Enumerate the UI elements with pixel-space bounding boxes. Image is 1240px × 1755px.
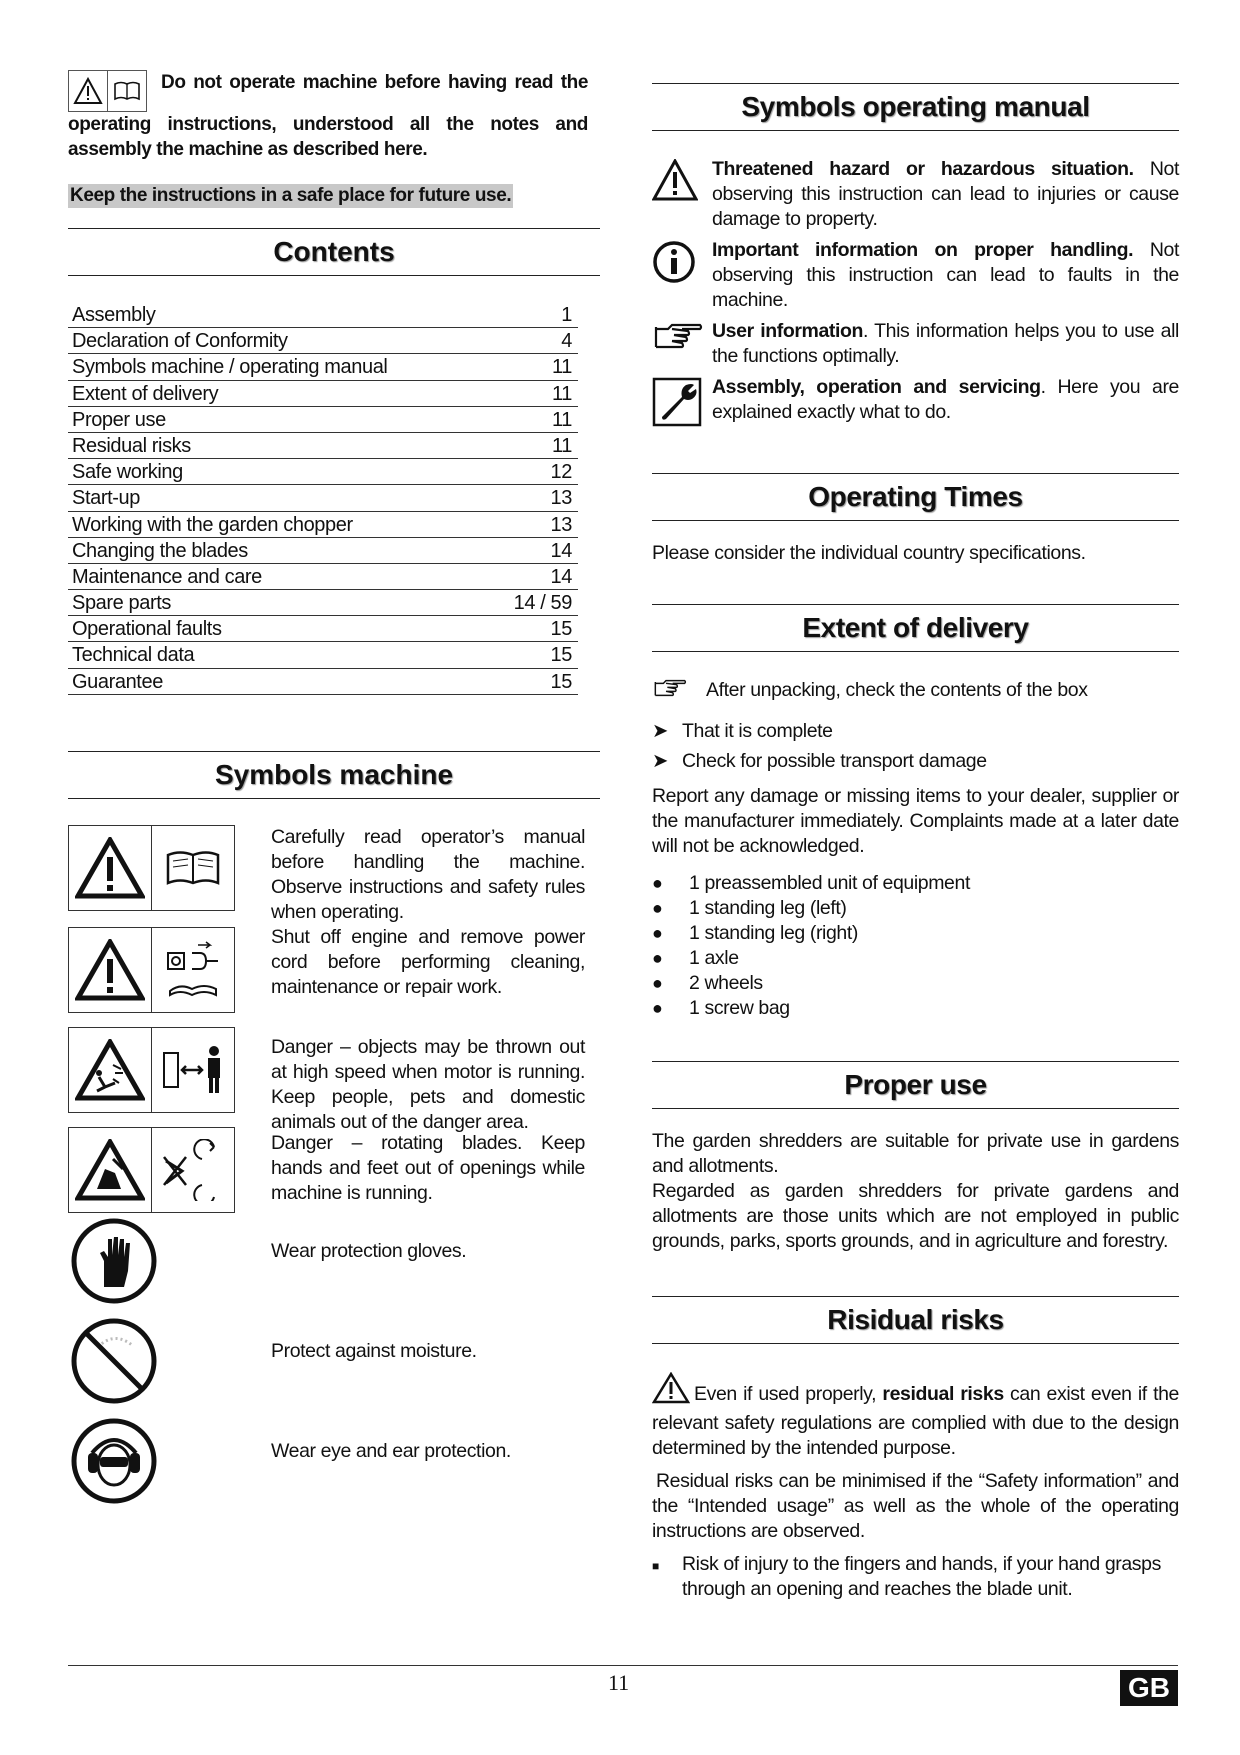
keep-distance-icon (152, 1028, 234, 1112)
list-item (652, 921, 1179, 946)
symbol-manual-item (652, 319, 1179, 369)
toc-page: 15 (550, 618, 572, 641)
list-item (652, 896, 1179, 921)
right-column (652, 70, 1179, 1602)
pointing-hand-icon (652, 678, 706, 705)
symbol-manual-bold: User information (712, 320, 864, 342)
warning-triangle-icon (69, 928, 152, 1012)
toc-page: 14 (550, 539, 572, 562)
read-manual-icon (152, 826, 234, 910)
toc-label: Residual risks (72, 434, 191, 457)
extent-of-delivery-heading: Extent of delivery (652, 604, 1179, 652)
toc-page: 12 (550, 461, 572, 484)
toc-label: Declaration of Conformity (72, 330, 288, 353)
delivery-items (652, 871, 1179, 1021)
list-item-text: 1 standing leg (left) (689, 897, 847, 919)
list-item-text: Check for possible transport damage (682, 750, 987, 772)
intro-warning (68, 70, 588, 162)
symbol-box (68, 825, 235, 911)
protective-gloves-icon (70, 1217, 158, 1305)
table-row (68, 459, 578, 485)
symbol-row (68, 1027, 235, 1113)
delivery-note (652, 678, 1179, 705)
symbol-box (68, 927, 235, 1013)
toc-page: 13 (550, 513, 572, 536)
table-row (68, 302, 578, 328)
list-item (652, 971, 1179, 996)
proper-use-text-2: Regarded as garden shredders for private gardens and allotments are those units which are not employed in public grounds, parks, sports grounds, and in agriculture and forestry. (652, 1180, 1179, 1252)
table-row (68, 590, 578, 616)
table-row (68, 433, 578, 459)
warning-triangle-icon (69, 71, 108, 111)
toc-page: 15 (550, 670, 572, 693)
contents-table (68, 302, 578, 695)
list-item (652, 996, 1179, 1021)
residual-risks-bold: residual risks (882, 1383, 1004, 1405)
manual-book-icon (108, 71, 146, 111)
arrow-bullet-icon: ➤ (652, 750, 668, 772)
symbol-description: Carefully read operator’s manual before handling the machine. Observe instructions and safety rules when operating. (271, 825, 585, 923)
table-row (68, 328, 578, 354)
symbols-machine-heading: Symbols machine (68, 751, 600, 799)
residual-risks-heading: Risidual risks (652, 1296, 1179, 1344)
symbol-manual-text: . This information helps you to use all the functions optimally. (712, 320, 1179, 367)
bullet-dot-icon: ● (652, 873, 663, 893)
list-item (652, 871, 1179, 896)
list-item-text: Risk of injury to the fingers and hands, if your hand grasps through an opening and reaches the blade unit. (682, 1553, 1161, 1600)
page-number: 11 (608, 1670, 630, 1695)
symbol-row (68, 1127, 235, 1213)
symbols-machine-list (68, 825, 600, 1555)
residual-risks-pre: Even if used properly, (694, 1383, 883, 1405)
list-item (652, 1552, 1179, 1602)
operating-times-text: Please consider the individual country specifications. (652, 542, 1086, 564)
list-item-text: 1 screw bag (689, 997, 790, 1019)
bullet-dot-icon: ● (652, 923, 663, 943)
toc-label: Working with the garden chopper (72, 513, 353, 536)
symbol-manual-item (652, 238, 1179, 313)
toc-page: 11 (552, 356, 572, 379)
symbols-manual-list (652, 157, 1179, 427)
keep-hands-away-rotation-icon (152, 1128, 234, 1212)
toc-label: Start-up (72, 487, 140, 510)
symbol-box (68, 1027, 235, 1113)
toc-label: Proper use (72, 408, 166, 431)
language-badge: GB (1120, 1670, 1178, 1706)
toc-label: Assembly (72, 304, 156, 326)
list-item-text: 1 preassembled unit of equipment (689, 872, 970, 894)
list-item (652, 719, 1179, 744)
table-row (68, 669, 578, 695)
table-row (68, 381, 578, 407)
toc-page: 1 (561, 304, 572, 326)
toc-label: Guarantee (72, 670, 163, 693)
symbol-manual-item (652, 375, 1179, 427)
residual-risks-post: can exist even if the relevant safety regulations are complied with due to the design determined by the intended purpose. (652, 1383, 1179, 1459)
proper-use-heading: Proper use (652, 1061, 1179, 1109)
symbol-description: Shut off engine and remove power cord before performing cleaning, maintenance or repair work. (271, 925, 585, 998)
contents-heading: Contents (68, 228, 600, 276)
table-row (68, 354, 578, 380)
info-circle-icon (652, 238, 712, 284)
symbol-row (68, 1217, 158, 1305)
toc-page: 14 / 59 (513, 592, 572, 615)
table-row (68, 564, 578, 590)
symbol-manual-text: . Here you are explained exactly what to do. (712, 376, 1179, 423)
toc-page: 14 (550, 565, 572, 588)
toc-label: Operational faults (72, 618, 222, 641)
wrench-icon (652, 375, 712, 427)
bullet-dot-icon: ● (652, 998, 663, 1018)
list-item-text: 1 standing leg (right) (689, 922, 858, 944)
pointing-hand-icon (652, 319, 712, 351)
toc-label: Symbols machine / operating manual (72, 356, 388, 379)
symbol-manual-text: Not observing this instruction can lead to faults in the machine. (712, 239, 1179, 311)
toc-page: 11 (552, 408, 572, 431)
symbol-row (68, 1417, 158, 1505)
rotating-blades-warning-icon (69, 1128, 152, 1212)
delivery-note-text: After unpacking, check the contents of the box (706, 679, 1088, 701)
thrown-objects-warning-icon (69, 1028, 152, 1112)
table-row (68, 512, 578, 538)
keep-instructions-note: Keep the instructions in a safe place for future use. (70, 185, 512, 206)
symbol-row (68, 825, 235, 911)
symbol-row (68, 927, 235, 1013)
toc-label: Technical data (72, 644, 195, 667)
symbol-description: Danger – objects may be thrown out at high speed when motor is running. Keep people, pets and domestic animals out of the danger area. (271, 1035, 585, 1133)
delivery-report-text: Report any damage or missing items to your dealer, supplier or the manufacturer immediately. Complaints made at a later date will not be acknowledged. (652, 785, 1179, 857)
toc-label: Spare parts (72, 592, 171, 615)
symbol-manual-text: Not observing this instruction can lead to injuries or cause damage to property. (712, 158, 1179, 230)
list-item-text: 1 axle (689, 947, 739, 969)
proper-use-text-1: The garden shredders are suitable for private use in gardens and allotments. (652, 1130, 1179, 1177)
symbol-description: Wear protection gloves. (271, 1239, 467, 1262)
arrow-bullet-icon: ➤ (652, 720, 668, 742)
toc-page: 13 (550, 487, 572, 510)
symbol-description: Danger – rotating blades. Keep hands and feet out of openings while machine is running. (271, 1131, 585, 1204)
symbols-manual-heading: Symbols operating manual (652, 83, 1179, 131)
bullet-dot-icon: ● (652, 948, 663, 968)
residual-risks-text-2: Residual risks can be minimised if the “Safety information” and the “Intended usage” as well as the whole of the operating instructions are observed. (652, 1470, 1179, 1542)
table-row (68, 485, 578, 511)
symbol-manual-bold: Assembly, operation and servicing (712, 376, 1041, 398)
left-column (68, 70, 600, 1555)
toc-page: 4 (561, 330, 572, 353)
intro-warning-text: Do not operate machine before having read the operating instructions, understood all the notes and assembly the machine as described here. (68, 72, 588, 160)
symbol-row (68, 1317, 158, 1405)
toc-label: Safe working (72, 461, 183, 484)
list-item (652, 946, 1179, 971)
toc-label: Maintenance and care (72, 565, 262, 588)
eye-and-ear-protection-icon (70, 1417, 158, 1505)
list-item-text: That it is complete (682, 720, 833, 742)
toc-page: 11 (552, 382, 572, 405)
operating-times-heading: Operating Times (652, 473, 1179, 521)
symbol-description: Wear eye and ear protection. (271, 1439, 511, 1462)
unplug-before-maintenance-icon (152, 928, 234, 1012)
table-row (68, 616, 578, 642)
symbol-box (68, 1127, 235, 1213)
toc-label: Extent of delivery (72, 382, 219, 405)
table-row (68, 407, 578, 433)
list-item (652, 749, 1179, 774)
symbol-manual-item (652, 157, 1179, 232)
protect-against-moisture-icon (70, 1317, 158, 1405)
warning-triangle-icon (69, 826, 152, 910)
bullet-dot-icon: ● (652, 973, 663, 993)
footer-rule (68, 1665, 1178, 1666)
intro-icons (68, 70, 147, 112)
symbol-manual-bold: Threatened hazard or hazardous situation. (712, 158, 1134, 180)
table-row (68, 642, 578, 668)
symbol-description: Protect against moisture. (271, 1339, 477, 1362)
toc-page: 11 (552, 434, 572, 457)
hazard-triangle-icon (652, 157, 712, 201)
table-row (68, 538, 578, 564)
list-item-text: 2 wheels (689, 972, 763, 994)
symbol-manual-bold: Important information on proper handling. (712, 239, 1134, 261)
delivery-checks (652, 719, 1179, 774)
warning-triangle-icon (652, 1372, 690, 1411)
toc-page: 15 (550, 644, 572, 667)
residual-risks-text-1 (652, 1372, 1179, 1461)
toc-label: Changing the blades (72, 539, 248, 562)
square-bullet-icon: ■ (652, 1559, 659, 1573)
bullet-dot-icon: ● (652, 898, 663, 918)
